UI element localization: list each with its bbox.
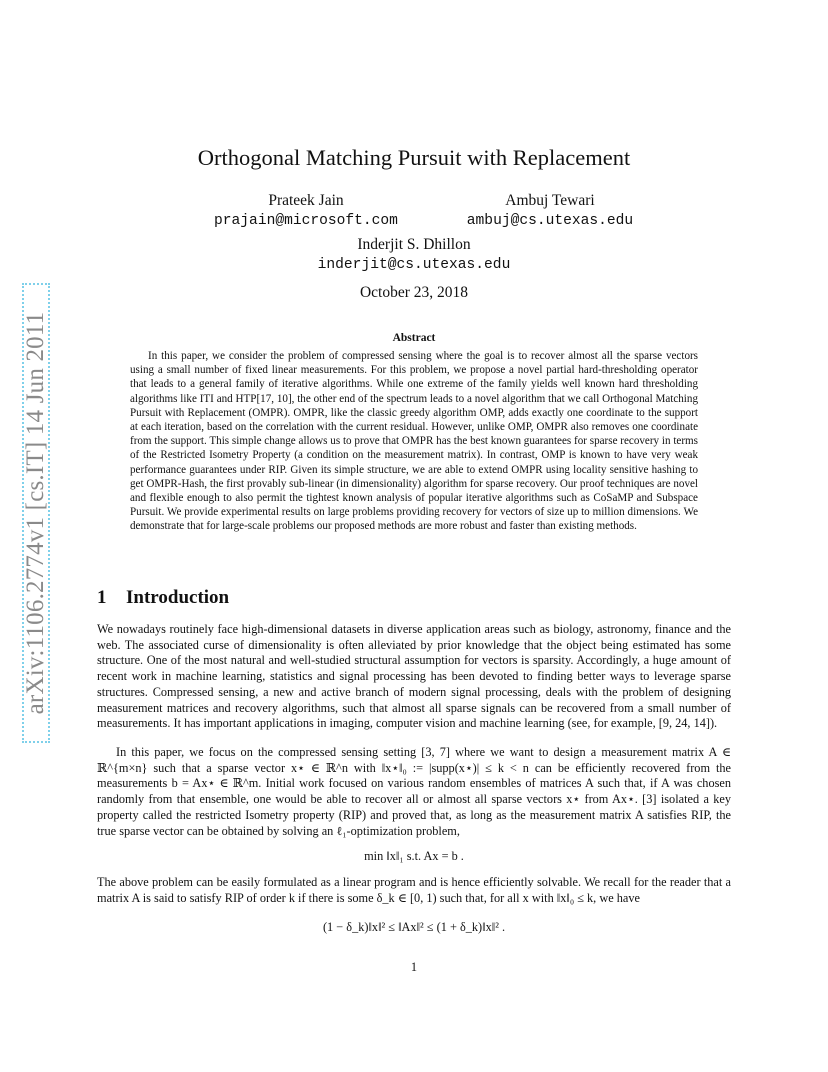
section-heading — [97, 587, 229, 609]
author-email: inderjit@cs.utexas.edu — [317, 257, 511, 273]
author-block — [294, 235, 534, 275]
author-block — [186, 191, 426, 231]
paper-date: October 23, 2018 — [359, 284, 469, 301]
author-name: Prateek Jain — [268, 192, 344, 209]
author-name: Ambuj Tewari — [505, 192, 595, 209]
intro-paragraph: We nowadays routinely face high-dimensional datasets in diverse application areas such as biology, astronomy, finance and the web. The associated curse of dimensionality is often alleviated by prior knowledge that the object being estimated has some structure. One of the most natural and well-studied structural assumption for vectors is sparsity. Accordingly, a huge amount of recent work in machine learning, statistics and signal processing has been devoted to finding better ways to leverage sparse structures. Compressed sensing, a new and active branch of modern signal processing, deals with the problem of designing measurement matrices and recovery algorithms, such that almost all sparse signals can be recovered from a small number of measurements. It has important applications in imaging, computer vision and machine learning (see, for example, [9, 24, 14]). — [97, 622, 731, 731]
section-number: 1 — [97, 587, 107, 608]
intro-paragraph: In this paper, we focus on the compressed sensing setting [3, 7] where we want to design a measurement matrix A ∈ ℝ^{m×n} such that a sparse vector x⋆ ∈ ℝ^n with ‖x⋆‖₀ := |supp(x⋆)| ≤ k < n can be efficiently recovered from the measurements b = Ax⋆ ∈ ℝ^m. Initial work focused on various random ensembles of matrices A such that, if A was chosen randomly from that ensemble, one would be able to recover all or almost all sparse vectors x⋆ from Ax⋆. [3] isolated a key property called the restricted Isometry property (RIP) and proved that, as long as the measurement matrix A satisfies RIP, the true sparse vector can be obtained by solving an ℓ₁-optimization problem, — [97, 745, 731, 838]
page-number: 1 — [410, 960, 418, 974]
arxiv-identifier: arXiv:1106.2774v1 [cs.IT] 14 Jun 2011 — [22, 311, 49, 715]
author-email: ambuj@cs.utexas.edu — [466, 213, 634, 229]
intro-paragraph: The above problem can be easily formulated as a linear program and is hence efficiently solvable. We recall for the reader that a matrix A is said to satisfy RIP of order k if there is some δ_k ∈ [0, 1) such that, for all x with ‖x‖₀ ≤ k, we have — [97, 875, 731, 905]
paper-title: Orthogonal Matching Pursuit with Replacement — [197, 145, 631, 170]
author-name: Inderjit S. Dhillon — [357, 236, 471, 253]
section-title: Introduction — [126, 587, 230, 608]
author-block — [420, 191, 680, 231]
display-equation: (1 − δ_k)‖x‖² ≤ ‖Ax‖² ≤ (1 + δ_k)‖x‖² . — [322, 920, 506, 934]
display-equation: min ‖x‖₁ s.t. Ax = b . — [364, 849, 464, 863]
author-email: prajain@microsoft.com — [214, 213, 398, 229]
abstract-heading: Abstract — [392, 332, 436, 344]
abstract-text: In this paper, we consider the problem of compressed sensing where the goal is to recover almost all the sparse vectors using a small number of fixed linear measurements. For this problem, we propose a novel partial hard-thresholding operator that leads to a general family of iterative algorithms. While one extreme of the family yields well known hard thresholding algorithms like ITI and HTP[17, 10], the other end of the spectrum leads to a novel algorithm that we call Orthogonal Matching Pursuit with Replacement (OMPR). OMPR, like the classic greedy algorithm OMP, adds exactly one coordinate to the support at each iteration, based on the correlation with the current residual. However, unlike OMP, OMPR also removes one coordinate from the support. This simple change allows us to prove that OMPR has the best known guarantees for sparse recovery in terms of the Restricted Isometry Property (a condition on the measurement matrix). In contrast, OMP is known to have very weak performance guarantees under RIP. Given its simple structure, we are able to extend OMPR using locality sensitive hashing to get OMPR-Hash, the first provably sub-linear (in dimensionality) algorithm for sparse recovery. Our proof techniques are novel and flexible enough to also permit the tightest known analysis of popular iterative algorithms such as CoSaMP and Subspace Pursuit. We provide experimental results on large problems providing recovery for vectors of size up to million dimensions. We demonstrate that for large-scale problems our proposed methods are more robust and faster than existing methods. — [130, 350, 698, 533]
